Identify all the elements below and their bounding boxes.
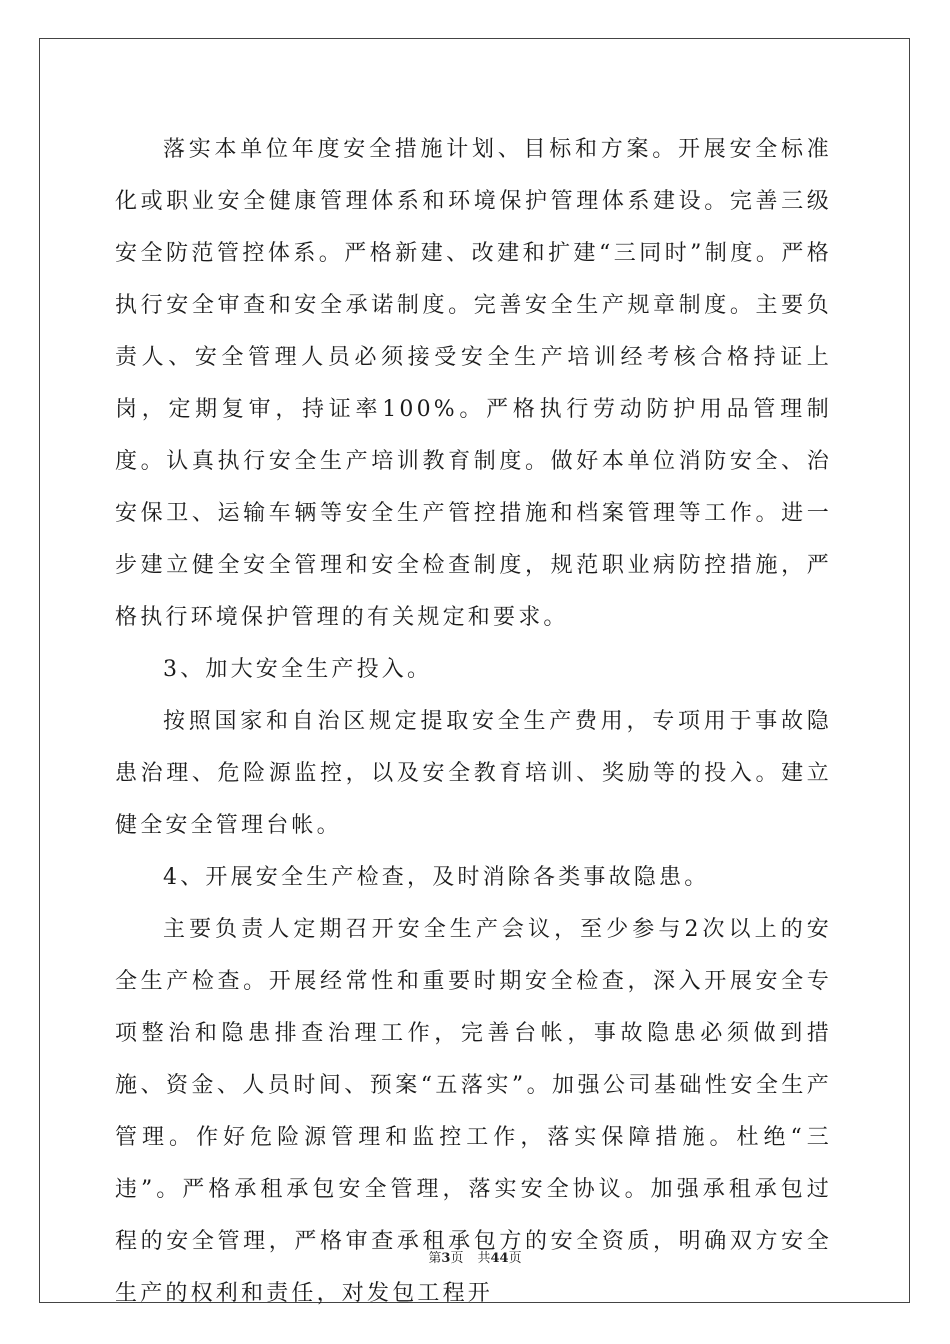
page-prefix: 第	[428, 1251, 442, 1266]
total-prefix: 共	[477, 1251, 491, 1266]
body-paragraph: 按照国家和自治区规定提取安全生产费用，专项用于事故隐患治理、危险源监控，以及安全教育培训、奖励等的投入。建立健全安全管理台帐。	[115, 709, 832, 838]
section-heading-3: 3、加大安全生产投入。	[163, 657, 433, 682]
page-suffix: 页	[450, 1251, 464, 1266]
total-pages: 44	[490, 1251, 509, 1266]
document-body	[115, 124, 832, 1320]
body-paragraph: 落实本单位年度安全措施计划、目标和方案。开展安全标准化或职业安全健康管理体系和环境保护管理体系建设。完善三级安全防范管控体系。严格新建、改建和扩建“三同时”制度。严格执行安全审查和安全承诺制度。完善安全生产规章制度。主要负责人、安全管理人员必须接受安全生产培训经考核合格持证上岗，定期复审，持证率100%。严格执行劳动防护用品管理制度。认真执行安全生产培训教育制度。做好本单位消防安全、治安保卫、运输车辆等安全生产管控措施和档案管理等工作。进一步建立健全安全管理和安全检查制度，规范职业病防控措施，严格执行环境保护管理的有关规定和要求。	[115, 137, 832, 630]
body-paragraph: 主要负责人定期召开安全生产会议，至少参与2次以上的安全生产检查。开展经常性和重要时期安全检查，深入开展安全专项整治和隐患排查治理工作，完善台帐，事故隐患必须做到措施、资金、人员时间、预案“五落实”。加强公司基础性安全生产管理。作好危险源管理和监控工作，落实保障措施。杜绝“三违”。严格承租承包安全管理，落实安全协议。加强承租承包过程的安全管理，严格审查承租承包方的安全资质，明确双方安全生产的权利和责任，对发包工程开	[115, 917, 832, 1306]
section-heading-4: 4、开展安全生产检查，及时消除各类事故隐患。	[163, 865, 710, 890]
page-footer	[0, 1247, 950, 1266]
total-suffix: 页	[508, 1251, 522, 1266]
page-number: 3	[441, 1251, 451, 1266]
